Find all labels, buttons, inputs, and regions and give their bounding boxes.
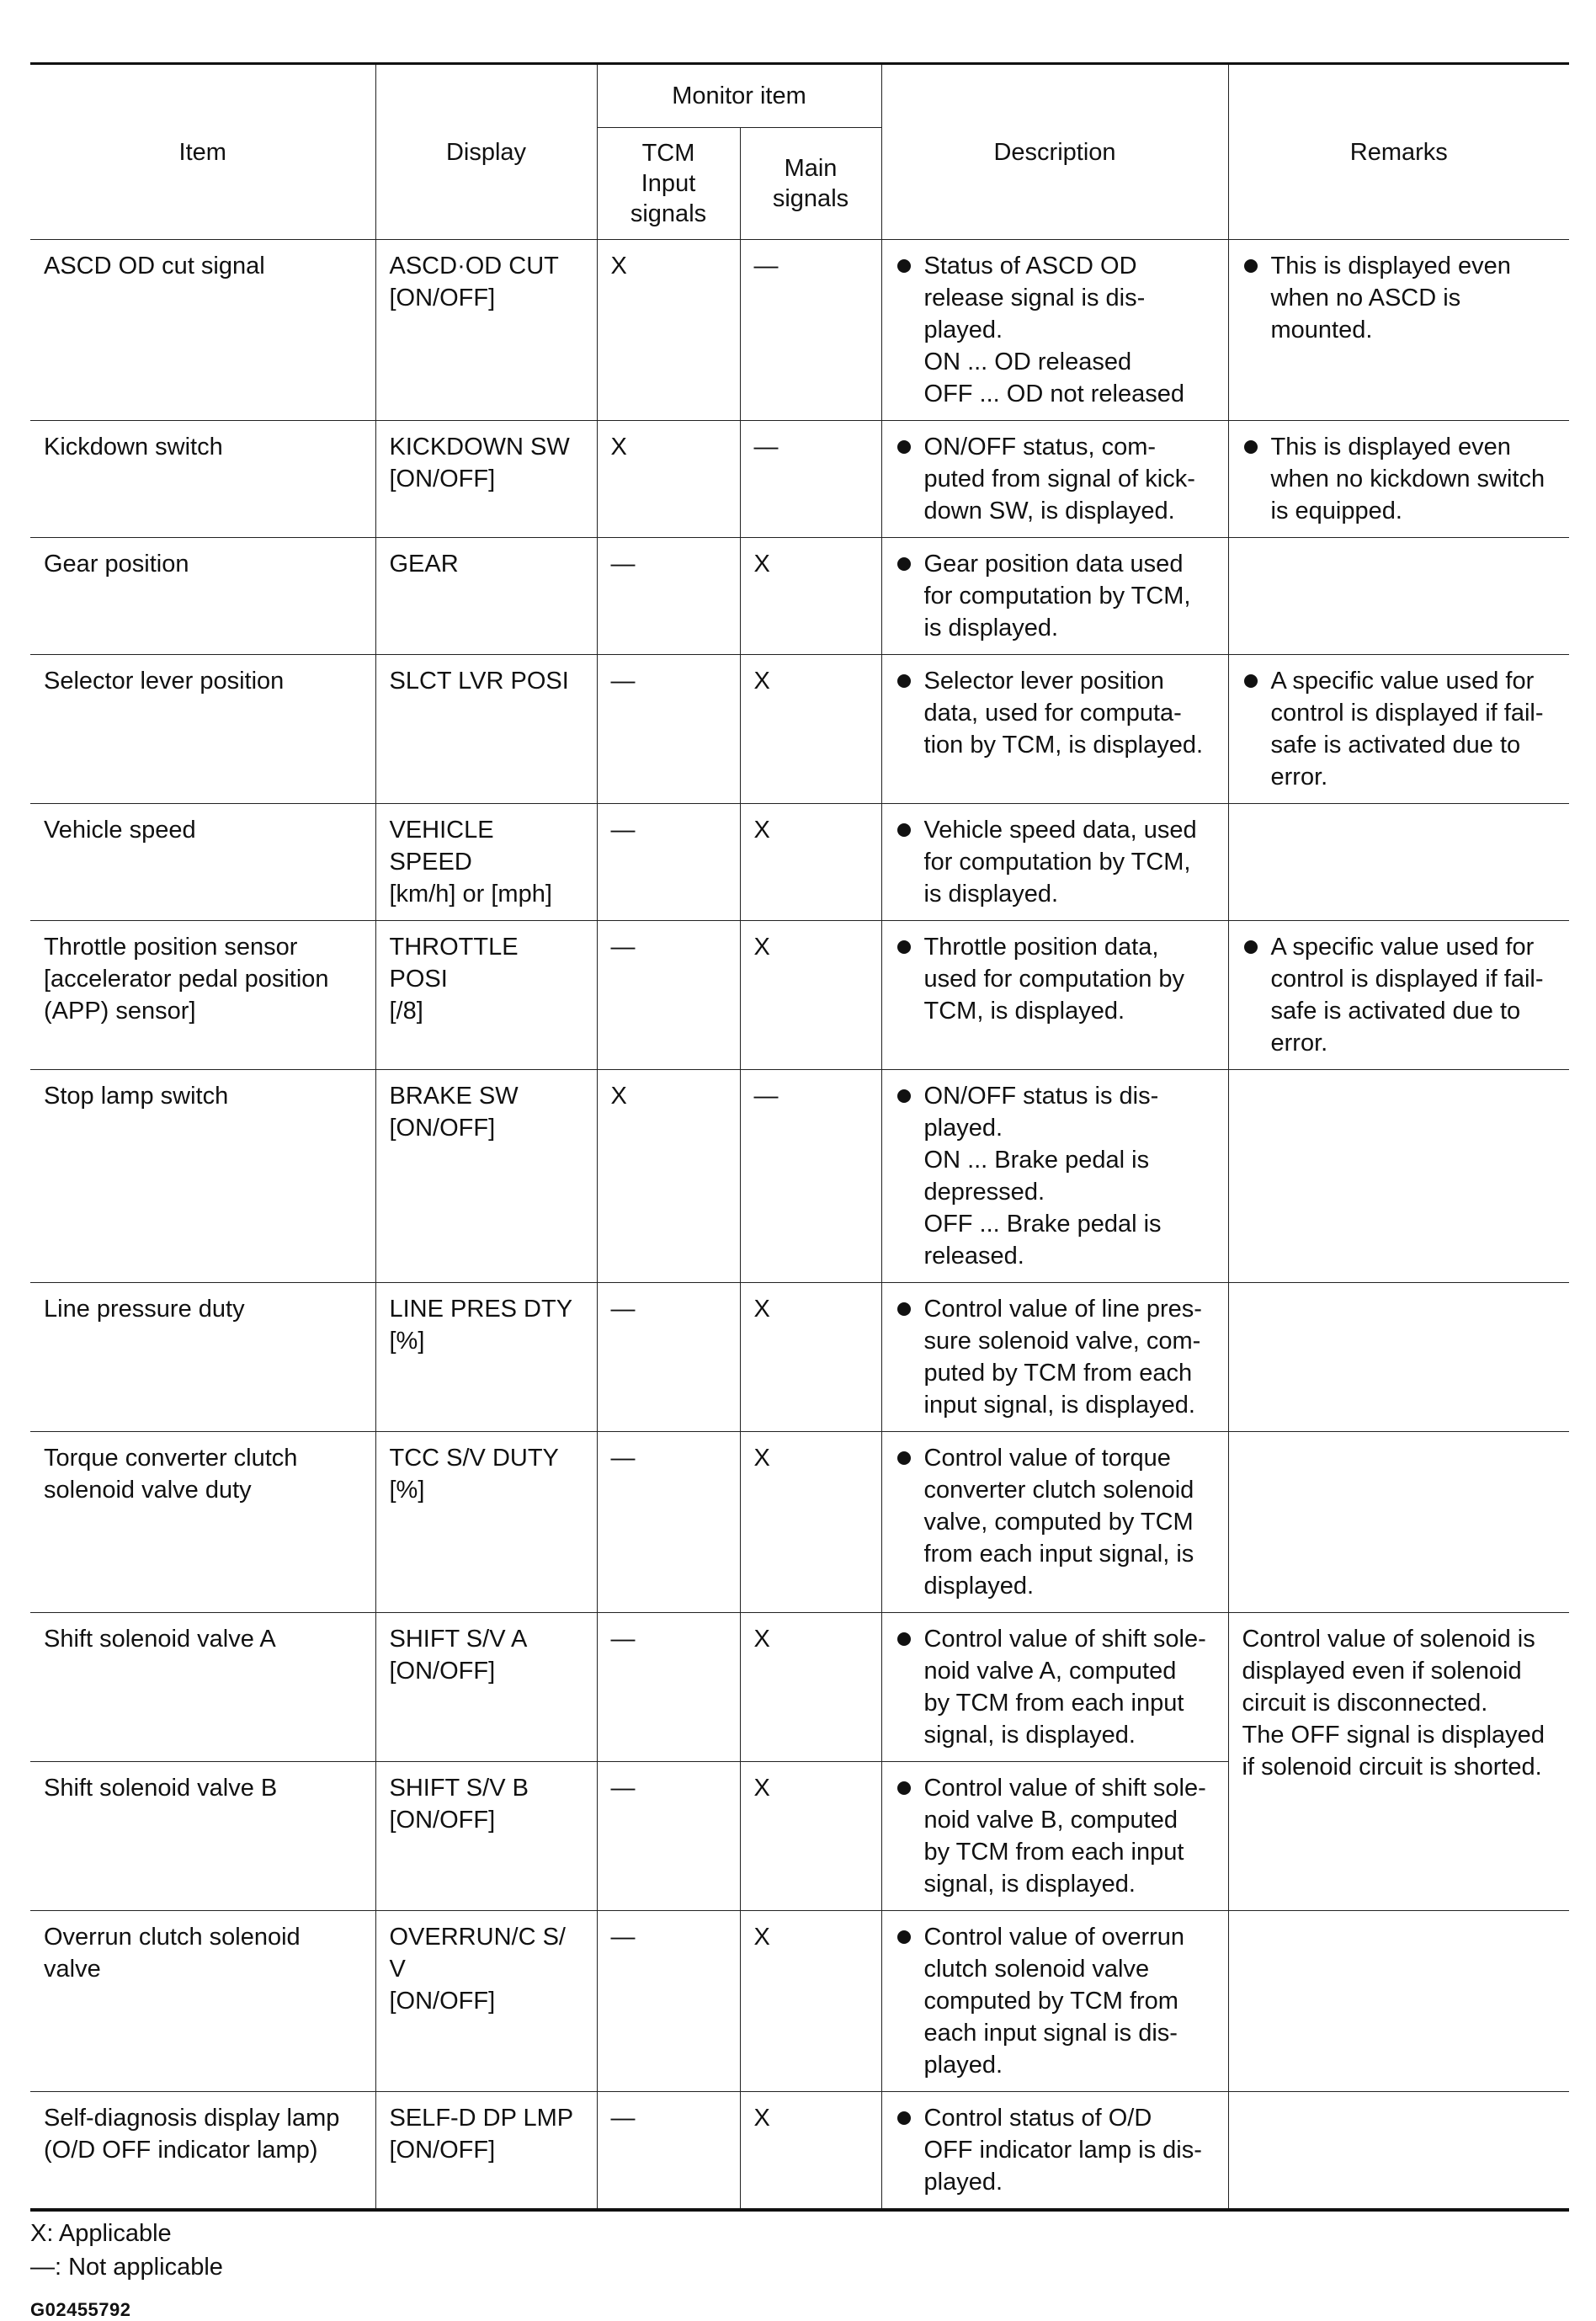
item-cell: Overrun clutch solenoid valve <box>30 1911 375 2092</box>
remarks-cell <box>1228 421 1569 538</box>
description-cell <box>881 240 1228 421</box>
display-cell: SLCT LVR POSI <box>375 655 597 804</box>
item-cell: ASCD OD cut signal <box>30 240 375 421</box>
item-cell: Kickdown switch <box>30 421 375 538</box>
description-cell <box>881 1283 1228 1432</box>
tcm-input-mark: — <box>597 1911 740 2092</box>
item-cell: Shift solenoid valve A <box>30 1613 375 1762</box>
main-signal-mark: X <box>740 1432 881 1613</box>
tcm-input-mark: X <box>597 421 740 538</box>
display-cell: VEHICLE SPEED [km/h] or [mph] <box>375 804 597 921</box>
main-signal-mark: X <box>740 1613 881 1762</box>
description-text: Control value of torque converter clutch solenoid valve, computed by TCM from each input signal, is displayed. <box>923 1445 1194 1600</box>
remarks-text: A specific value used for control is displayed if fail- safe is activated due to error. <box>1270 668 1544 791</box>
bullet-icon <box>897 674 911 688</box>
main-signal-mark: X <box>740 1762 881 1911</box>
main-signal-mark: X <box>740 538 881 655</box>
description-text: ON/OFF status, com- puted from signal of kick- down SW, is displayed. <box>923 434 1195 524</box>
item-cell: Throttle position sensor [accelerator pedal position (APP) sensor] <box>30 921 375 1070</box>
header-description: Description <box>881 64 1228 240</box>
tcm-input-mark: — <box>597 655 740 804</box>
bullet-icon <box>897 1632 911 1646</box>
tcm-input-mark: — <box>597 921 740 1070</box>
display-cell: SELF-D DP LMP [ON/OFF] <box>375 2092 597 2211</box>
legend-not-applicable: —: Not applicable <box>30 2254 223 2281</box>
remarks-cell <box>1228 804 1569 921</box>
table-row <box>30 655 1569 804</box>
description-text: Status of ASCD OD release signal is dis- played. ON ... OD released OFF ... OD not released <box>923 253 1184 407</box>
main-signal-mark: — <box>740 240 881 421</box>
bullet-icon <box>897 440 911 454</box>
item-cell: Shift solenoid valve B <box>30 1762 375 1911</box>
item-cell: Vehicle speed <box>30 804 375 921</box>
description-cell <box>881 1911 1228 2092</box>
display-cell: TCC S/V DUTY [%] <box>375 1432 597 1613</box>
bullet-icon <box>897 1930 911 1944</box>
description-text: Gear position data used for computation by TCM, is displayed. <box>923 551 1191 641</box>
description-cell <box>881 1613 1228 1762</box>
table-row <box>30 1283 1569 1432</box>
tcm-input-mark: — <box>597 804 740 921</box>
table-row <box>30 921 1569 1070</box>
description-cell <box>881 421 1228 538</box>
tcm-input-mark: X <box>597 1070 740 1283</box>
main-signal-mark: X <box>740 804 881 921</box>
main-signal-mark: — <box>740 1070 881 1283</box>
header-tcm-input-signals: TCM Input signals <box>597 128 740 240</box>
description-text: Control status of O/D OFF indicator lamp is dis- played. <box>923 2105 1202 2196</box>
tcm-input-mark: — <box>597 1613 740 1762</box>
tcm-input-mark: X <box>597 240 740 421</box>
table-row <box>30 1432 1569 1613</box>
remarks-cell <box>1228 655 1569 804</box>
header-row-top <box>30 64 1569 128</box>
display-cell: ASCD·OD CUT [ON/OFF] <box>375 240 597 421</box>
tcm-input-mark: — <box>597 1432 740 1613</box>
tcm-input-mark: — <box>597 1283 740 1432</box>
display-cell: LINE PRES DTY [%] <box>375 1283 597 1432</box>
display-cell: BRAKE SW [ON/OFF] <box>375 1070 597 1283</box>
remarks-cell <box>1228 1432 1569 1613</box>
description-text: Control value of overrun clutch solenoid valve computed by TCM from each input signal is dis- played. <box>923 1924 1185 2079</box>
monitor-item-sheet <box>30 62 1569 2321</box>
remarks-text: This is displayed even when no kickdown switch is equipped. <box>1270 434 1545 524</box>
tcm-input-mark: — <box>597 538 740 655</box>
description-cell <box>881 2092 1228 2211</box>
remarks-text: A specific value used for control is displayed if fail- safe is activated due to error. <box>1270 934 1544 1057</box>
bullet-icon <box>897 2111 911 2125</box>
remarks-text: This is displayed even when no ASCD is mounted. <box>1270 253 1511 343</box>
remarks-cell-shift-solenoid: Control value of solenoid is displayed even if solenoid circuit is disconnected. The OFF signal is displayed if solenoid circuit is shorted. <box>1228 1613 1569 1911</box>
item-cell: Torque converter clutch solenoid valve duty <box>30 1432 375 1613</box>
description-cell <box>881 538 1228 655</box>
tcm-input-mark: — <box>597 1762 740 1911</box>
bullet-icon <box>897 1781 911 1795</box>
main-signal-mark: X <box>740 1911 881 2092</box>
figure-id: G02455792 <box>30 2299 131 2320</box>
item-cell: Selector lever position <box>30 655 375 804</box>
item-cell: Self-diagnosis display lamp (O/D OFF indicator lamp) <box>30 2092 375 2211</box>
remarks-cell <box>1228 921 1569 1070</box>
display-cell: THROTTLE POSI [/8] <box>375 921 597 1070</box>
remarks-cell <box>1228 240 1569 421</box>
bullet-icon <box>897 557 911 571</box>
main-signal-mark: X <box>740 1283 881 1432</box>
remarks-cell <box>1228 1070 1569 1283</box>
main-signal-mark: — <box>740 421 881 538</box>
item-cell: Stop lamp switch <box>30 1070 375 1283</box>
table-row <box>30 1070 1569 1283</box>
description-cell <box>881 655 1228 804</box>
item-cell: Line pressure duty <box>30 1283 375 1432</box>
description-text: ON/OFF status is dis- played. ON ... Brake pedal is depressed. OFF ... Brake pedal is released. <box>923 1083 1162 1270</box>
item-cell: Gear position <box>30 538 375 655</box>
header-item: Item <box>30 64 375 240</box>
remarks-cell <box>1228 1283 1569 1432</box>
description-text: Control value of shift sole- noid valve B, computed by TCM from each input signal, is displayed. <box>923 1775 1206 1898</box>
bullet-icon <box>897 1451 911 1465</box>
description-cell <box>881 1432 1228 1613</box>
table-row <box>30 1613 1569 1762</box>
remarks-cell <box>1228 2092 1569 2211</box>
bullet-icon <box>897 1089 911 1103</box>
table-row <box>30 2092 1569 2211</box>
bullet-icon <box>1244 674 1258 688</box>
description-text: Throttle position data, used for computation by TCM, is displayed. <box>923 934 1185 1025</box>
table-row <box>30 240 1569 421</box>
monitor-item-table <box>30 62 1569 2212</box>
header-display: Display <box>375 64 597 240</box>
description-text: Control value of shift sole- noid valve A, computed by TCM from each input signal, is displayed. <box>923 1626 1206 1749</box>
table-row <box>30 538 1569 655</box>
table-row <box>30 421 1569 538</box>
description-cell <box>881 1070 1228 1283</box>
display-cell: KICKDOWN SW [ON/OFF] <box>375 421 597 538</box>
header-main-signals: Main signals <box>740 128 881 240</box>
remarks-cell <box>1228 1911 1569 2092</box>
description-cell <box>881 1762 1228 1911</box>
table-row <box>30 804 1569 921</box>
display-cell: GEAR <box>375 538 597 655</box>
tcm-input-mark: — <box>597 2092 740 2211</box>
main-signal-mark: X <box>740 655 881 804</box>
display-cell: OVERRUN/C S/ V [ON/OFF] <box>375 1911 597 2092</box>
display-cell: SHIFT S/V A [ON/OFF] <box>375 1613 597 1762</box>
remarks-cell <box>1228 538 1569 655</box>
table-row <box>30 1911 1569 2092</box>
display-cell: SHIFT S/V B [ON/OFF] <box>375 1762 597 1911</box>
description-text: Vehicle speed data, used for computation by TCM, is displayed. <box>923 817 1197 908</box>
bullet-icon <box>897 940 911 954</box>
bullet-icon <box>897 1302 911 1316</box>
bullet-icon <box>897 823 911 837</box>
bullet-icon <box>1244 259 1258 273</box>
bullet-icon <box>897 259 911 273</box>
description-text: Control value of line pres- sure solenoid valve, com- puted by TCM from each input signal, is displayed. <box>923 1296 1202 1419</box>
legend-applicable: X: Applicable <box>30 2220 172 2247</box>
bullet-icon <box>1244 440 1258 454</box>
main-signal-mark: X <box>740 2092 881 2211</box>
main-signal-mark: X <box>740 921 881 1070</box>
header-remarks: Remarks <box>1228 64 1569 240</box>
description-cell <box>881 921 1228 1070</box>
description-cell <box>881 804 1228 921</box>
header-monitor-item: Monitor item <box>597 64 881 128</box>
description-text: Selector lever position data, used for computa- tion by TCM, is displayed. <box>923 668 1204 759</box>
bullet-icon <box>1244 940 1258 954</box>
